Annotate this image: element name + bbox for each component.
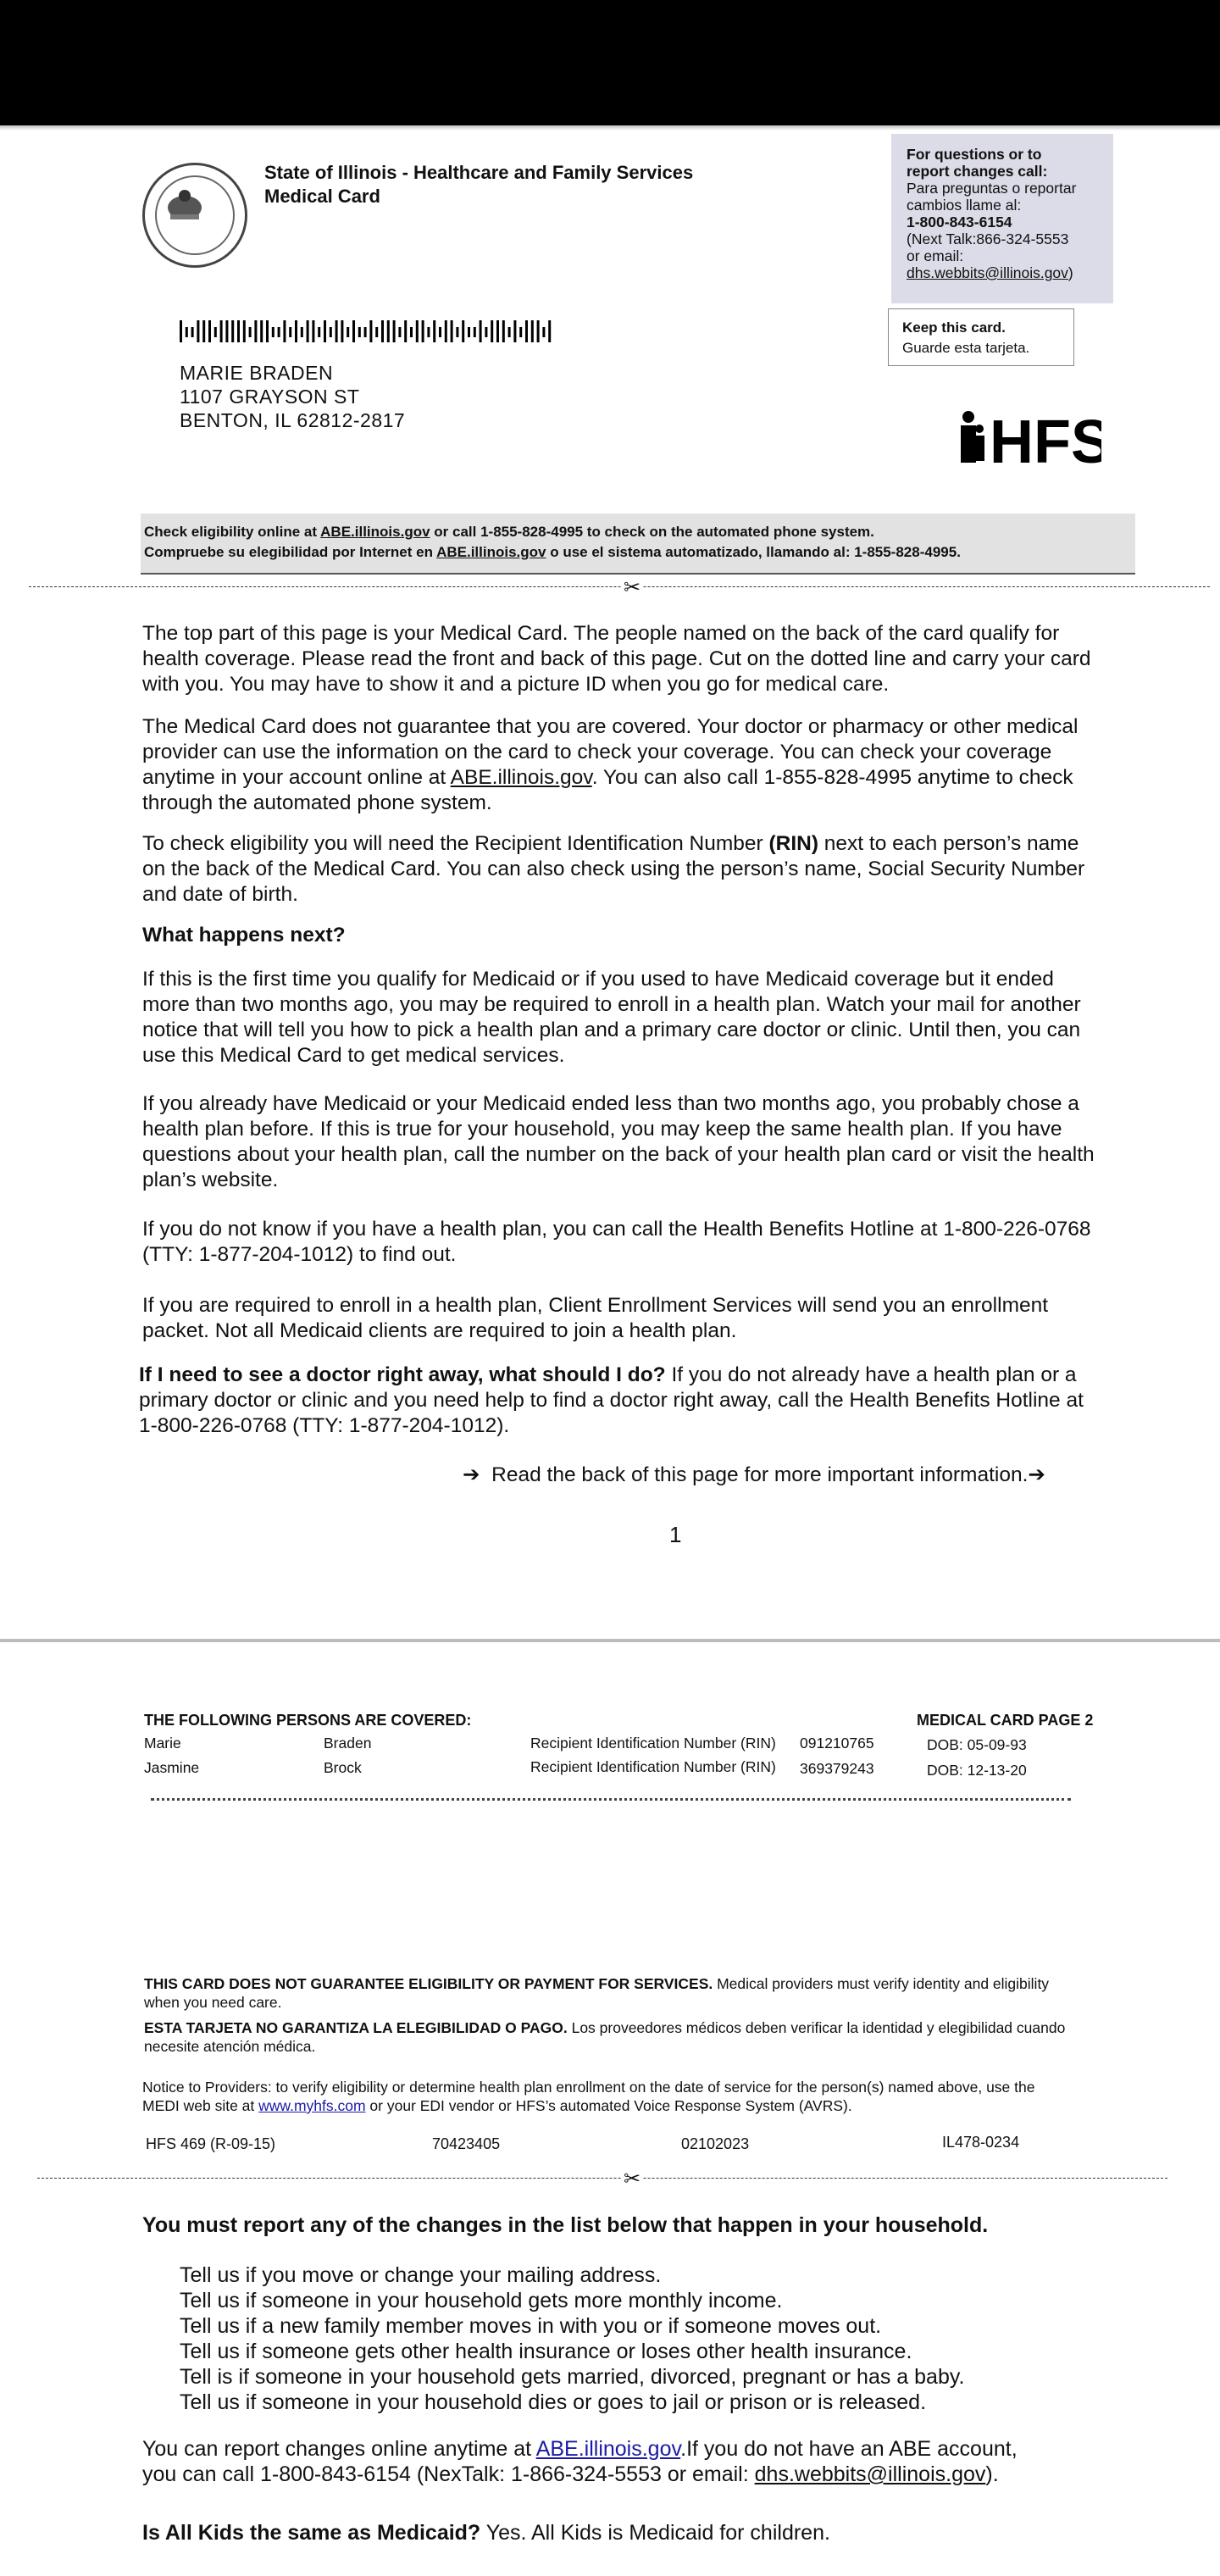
state-seal-icon: [142, 163, 247, 268]
barcode-bar: [375, 327, 378, 337]
change-item: Tell us if someone in your household gets more monthly income.: [180, 2289, 783, 2312]
barcode-bar: [496, 320, 499, 342]
barcode-bar: [491, 320, 493, 342]
all-kids-answer: Yes. All Kids is Medicaid for children.: [480, 2521, 830, 2545]
report-pre: You can report changes online anytime at: [142, 2437, 536, 2461]
report-email-link[interactable]: dhs.webbits@illinois.gov: [754, 2462, 986, 2486]
barcode-bar: [318, 327, 320, 337]
eligibility-bar: [141, 514, 1135, 575]
paragraph-coverage: [142, 714, 1095, 816]
disclaimer-en-rest: Medical providers must verify identity and eligibility when you need care.: [144, 1975, 1050, 2011]
questions-nexttalk: (Next Talk:866-324-5553: [907, 230, 1069, 247]
questions-or-email: or email:: [907, 247, 964, 264]
read-back-text: Read the back of this page for more important information.: [491, 1463, 1029, 1486]
barcode-bar: [393, 320, 396, 342]
disclaimer-es-rest: Los proveedores médicos deben verificar la identidad y elegibilidad cuando necesite atención médica.: [144, 2019, 1066, 2055]
barcode-bar: [462, 320, 464, 342]
barcode-bar: [387, 320, 390, 342]
barcode-bar: [312, 320, 314, 342]
change-item: Tell is if someone in your household gets married, divorced, pregnant or has a baby.: [180, 2365, 965, 2389]
change-item: Tell us if someone gets other health insurance or loses other health insurance.: [180, 2340, 912, 2363]
eligibility-es-pre: Compruebe su elegibilidad por Internet en: [144, 544, 437, 560]
barcode-bar: [369, 320, 372, 342]
change-item: Tell us if you move or change your mailing address.: [180, 2263, 662, 2287]
paragraph-first-time: If this is the first time you qualify for Medicaid or if you used to have Medicaid coverage but it ended more than two months ago, you may be required to enroll in a health plan. Watch your mail for another notice that will tell you how to pick a health plan and a primary care doctor or clinic. Until then, you can use this Medical Card to get medical services.: [142, 968, 1081, 1067]
rin-bold: (RIN): [768, 832, 818, 855]
top-black-band: [0, 0, 1220, 125]
covered-heading: THE FOLLOWING PERSONS ARE COVERED:: [144, 1712, 472, 1729]
hfs-logo-text: HFS: [990, 408, 1101, 475]
doctor-answer: If you do not already have a health plan or a primary doctor or clinic and you need help to find a doctor right away, call the Health Benefits Hotline at 1-800-226-0768 (TTY: 1-877-204-1012).: [139, 1363, 1084, 1437]
barcode-bar: [283, 320, 286, 342]
disclaimer-en: [144, 1974, 1076, 2012]
barcode-bar: [191, 327, 194, 337]
barcode-bar: [220, 320, 223, 342]
eligibility-en-post: or call 1-855-828-4995 to check on the automated phone system.: [430, 524, 874, 540]
agency-line-1: State of Illinois - Healthcare and Family Services: [264, 162, 694, 183]
coverage-pre: The Medical Card does not guarantee that you are covered. Your doctor or pharmacy or other medical provider can use the information on the card to check your coverage. You can check your coverage anytime in your account online at: [142, 715, 1079, 789]
eagle-icon: [164, 184, 206, 226]
recipient-street: 1107 GRAYSON ST: [180, 386, 360, 408]
person-first-2: Jasmine: [144, 1759, 200, 1776]
barcode-bar: [266, 320, 269, 342]
all-kids-question: Is All Kids the same as Medicaid?: [142, 2521, 481, 2545]
keep-card-en: Keep this card.: [902, 319, 1006, 336]
recipient-name: MARIE BRADEN: [180, 362, 334, 384]
recipient-address: [180, 361, 405, 432]
change-item: Tell us if someone in your household dies or goes to jail or prison or is released.: [180, 2390, 927, 2414]
paragraph-enroll: If you are required to enroll in a health plan, Client Enrollment Services will send you an enrollment packet. Not all Medicaid clients are required to join a health plan.: [142, 1294, 1049, 1342]
barcode-bar: [445, 320, 447, 342]
barcode-bar: [237, 320, 240, 342]
barcode-bar: [525, 320, 528, 342]
keep-card-box: [888, 308, 1074, 366]
notice-post: or your EDI vendor or HFS’s automated Voice Response System (AVRS).: [365, 2097, 852, 2114]
barcode-bar: [456, 327, 458, 337]
eligibility-es: [144, 542, 1132, 563]
barcode-bar: [307, 320, 309, 342]
barcode-bar: [404, 320, 407, 342]
eligibility-en-pre: Check eligibility online at: [144, 524, 321, 540]
barcode-bar: [451, 320, 453, 342]
barcode-bar: [278, 327, 280, 337]
barcode-bar: [485, 327, 487, 337]
barcode-bar: [231, 320, 234, 342]
hfs-logo-icon: [957, 407, 1101, 475]
barcode-bar: [398, 327, 401, 337]
barcode-bar: [295, 320, 297, 342]
paragraph-rin: [142, 831, 1095, 908]
disclaimer-en-bold: THIS CARD DOES NOT GUARANTEE ELIGIBILITY OR PAYMENT FOR SERVICES.: [144, 1975, 713, 1992]
rin-pre: To check eligibility you will need the Recipient Identification Number: [142, 832, 769, 855]
barcode-bar: [197, 320, 199, 342]
barcode-bar: [289, 327, 291, 337]
eligibility-en-link[interactable]: ABE.illinois.gov: [320, 524, 430, 540]
notice-pre: Notice to Providers: to verify eligibility or determine health plan enrollment on the date of service for the person(s) named above, use the MEDI web site at: [142, 2079, 1035, 2114]
disclaimer-es-bold: ESTA TARJETA NO GARANTIZA LA ELEGIBILIDAD O PAGO.: [144, 2019, 568, 2036]
barcode-bar: [410, 327, 413, 337]
questions-es-1: Para preguntas o reportar: [907, 180, 1077, 197]
paragraph-hotline: If you do not know if you have a health plan, you can call the Health Benefits Hotline at 1-800-226-0768 (TTY: 1-877-204-1012) to find out.: [142, 1218, 1091, 1266]
form-number: HFS 469 (R-09-15): [146, 2135, 276, 2152]
barcode-bar: [249, 327, 252, 337]
all-kids: [142, 2520, 1095, 2545]
barcode-bar: [330, 327, 332, 337]
barcode-bar: [502, 320, 505, 342]
dob-1: DOB: 05-09-93: [927, 1736, 1027, 1753]
changes-list: [180, 2262, 964, 2415]
barcode-bar: [531, 320, 534, 342]
page-divider: [0, 1639, 1220, 1642]
rin-post: next to each person’s name on the back of the Medical Card. You can also check using the person’s name, Social Security Number and date of birth.: [142, 832, 1085, 906]
report-changes: [142, 2436, 1040, 2487]
barcode-bar: [186, 327, 188, 337]
top-shadow: [0, 125, 1220, 130]
heading-what-next: What happens next?: [142, 924, 346, 947]
eligibility-es-post: o use el sistema automatizado, llamando al: 1-855-828-4995.: [546, 544, 961, 560]
changes-heading: You must report any of the changes in the list below that happen in your household.: [142, 2213, 989, 2237]
barcode-bar: [347, 327, 349, 337]
barcode-bar: [364, 327, 367, 337]
barcode-bar: [548, 320, 551, 342]
person-last-1: Braden: [324, 1735, 372, 1752]
barcode-bar: [513, 320, 516, 342]
scissors-icon-2: ✂: [624, 2168, 641, 2190]
agency-line-2: Medical Card: [264, 186, 380, 207]
provider-notice: [142, 2078, 1074, 2115]
arrow-right-icon-2: ➔: [1028, 1463, 1045, 1486]
paragraph-already-have: If you already have Medicaid or your Medicaid ended less than two months ago, you probably chose a health plan before. If this is true for your household, you may keep the same health plan. If you have questions about your health plan, call the number on the back of your health plan card or visit the health plan’s website.: [142, 1092, 1095, 1191]
questions-email-link[interactable]: dhs.webbits@illinois.gov: [907, 264, 1068, 281]
barcode-bar: [202, 320, 205, 342]
questions-line-1: For questions or to: [907, 146, 1042, 163]
postal-barcode: [180, 317, 561, 346]
questions-box: [891, 134, 1113, 303]
change-item: Tell us if a new family member moves in with you or if someone moves out.: [180, 2314, 882, 2338]
barcode-bar: [254, 320, 257, 342]
questions-line-2: report changes call:: [907, 163, 1048, 180]
report-post: ).: [985, 2462, 999, 2486]
barcode-bar: [180, 320, 182, 342]
disclaimer-es: [144, 2018, 1076, 2056]
barcode-bar: [474, 327, 476, 337]
hfs-logo: [957, 407, 1101, 475]
barcode-bar: [542, 327, 545, 337]
paragraph-medical-card: The top part of this page is your Medical Card. The people named on the back of the card qualify for health coverage. Please read the front and back of this page. Cut on the dotted line and carry your card with you. You may have to show it and a picture ID when you go for medical care.: [142, 622, 1091, 696]
eligibility-en: [144, 522, 1132, 542]
doc-code-1: 70423405: [432, 2135, 501, 2152]
barcode-bar: [427, 327, 430, 337]
barcode-bar: [225, 320, 228, 342]
arrow-right-icon: ➔: [463, 1463, 480, 1486]
barcode-bar: [416, 320, 419, 342]
barcode-bar: [214, 327, 217, 337]
doc-code-2: IL478-0234: [942, 2134, 1020, 2151]
rin-value-1: 091210765: [800, 1735, 874, 1752]
barcode-bar: [508, 327, 511, 337]
report-abe-link[interactable]: ABE.illinois.gov: [535, 2437, 681, 2461]
person-last-2: Brock: [324, 1759, 362, 1776]
coverage-post: . You can also call 1-855-828-4995 anytime to check through the automated phone system.: [142, 766, 1073, 814]
barcode-bar: [480, 320, 482, 342]
eligibility-es-link[interactable]: ABE.illinois.gov: [436, 544, 546, 560]
person-first-1: Marie: [144, 1735, 181, 1752]
barcode-bar: [272, 327, 274, 337]
barcode-bar: [381, 320, 384, 342]
agency-title: [264, 161, 693, 208]
barcode-bar: [433, 320, 435, 342]
barcode-bar: [341, 320, 343, 342]
questions-phone[interactable]: 1-800-843-6154: [907, 214, 1012, 230]
barcode-bar: [301, 327, 303, 337]
rin-label-2: Recipient Identification Number (RIN): [530, 1758, 776, 1775]
paragraph-doctor: [139, 1363, 1091, 1439]
coverage-abe-link[interactable]: ABE.illinois.gov: [450, 766, 592, 789]
medical-card-page-2: MEDICAL CARD PAGE 2: [917, 1712, 1094, 1729]
barcode-bar: [352, 320, 355, 342]
barcode-bar: [260, 320, 263, 342]
myhfs-link[interactable]: www.myhfs.com: [258, 2097, 366, 2114]
dob-2: DOB: 12-13-20: [927, 1762, 1027, 1779]
keep-card-es: Guarde esta tarjeta.: [902, 340, 1030, 356]
cut-line-bottom: [37, 2178, 1167, 2179]
read-back-note: [463, 1462, 1045, 1487]
recipient-city: BENTON, IL 62812-2817: [180, 409, 406, 431]
questions-close-paren: ): [1068, 264, 1073, 281]
barcode-bar: [439, 327, 441, 337]
rin-value-2: 369379243: [800, 1760, 874, 1777]
barcode-bar: [537, 320, 540, 342]
page-number: 1: [669, 1522, 682, 1547]
cut-line-top: [29, 586, 1210, 587]
dotted-separator: [151, 1798, 1071, 1801]
barcode-bar: [422, 320, 424, 342]
questions-es-2: cambios llame al:: [907, 197, 1022, 214]
barcode-bar: [336, 320, 338, 342]
scissors-icon: ✂: [624, 576, 641, 599]
barcode-bar: [519, 327, 522, 337]
barcode-bar: [324, 320, 326, 342]
doctor-question: If I need to see a doctor right away, what should I do?: [139, 1363, 666, 1386]
barcode-bar: [208, 320, 211, 342]
barcode-bar: [468, 327, 470, 337]
doc-date-code: 02102023: [681, 2135, 750, 2152]
report-mid: .If you do not have an ABE account, you can call 1-800-843-6154 (NexTalk: 1-866-324-5553 or email:: [142, 2437, 1018, 2486]
barcode-bar: [358, 327, 361, 337]
barcode-bar: [243, 320, 246, 342]
rin-label-1: Recipient Identification Number (RIN): [530, 1735, 776, 1752]
